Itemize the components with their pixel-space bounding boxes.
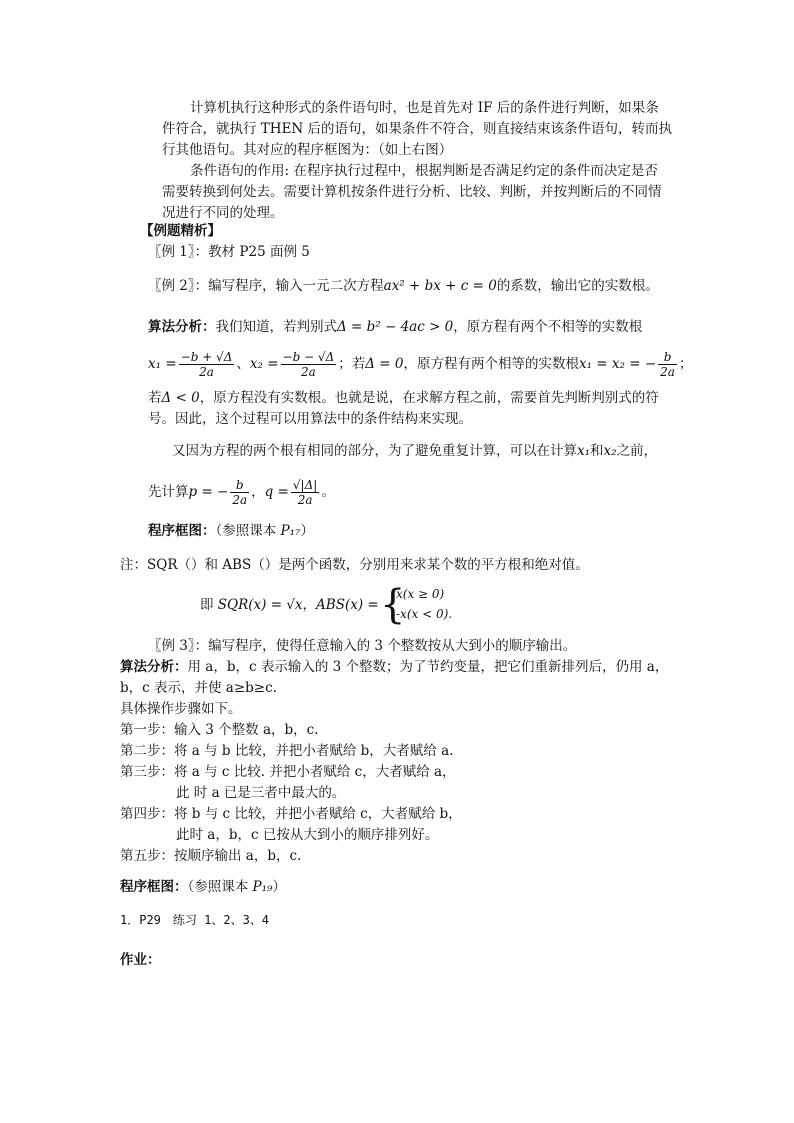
analysis-line-3 bbox=[148, 388, 659, 408]
separator: 、 bbox=[236, 356, 250, 372]
analysis-text: 又因为方程的两个根有相同的部分，为了避免重复计算，可以在计算 bbox=[172, 443, 577, 459]
discriminant-zero: Δ = 0 bbox=[365, 356, 404, 372]
flowchart-text: ） bbox=[272, 879, 286, 895]
step-2: 第二步：将 a 与 b 比较，并把小者赋给 b，大者赋给 a. bbox=[120, 743, 454, 759]
section-title: 【例题精析】 bbox=[140, 223, 221, 239]
analysis-text: 和 bbox=[590, 443, 604, 459]
sqr-definition: SQR(x) = √x bbox=[217, 597, 303, 613]
step-4: 第四步：将 b 与 c 比较，并把小者赋给 c，大者赋给 b， bbox=[120, 806, 462, 822]
separator: ， bbox=[302, 597, 317, 613]
ex3-analysis-line-3: 具体操作步骤如下。 bbox=[120, 701, 242, 717]
practice-line: 1．P29 练习 1、2、3、4 bbox=[120, 913, 270, 927]
cases-brace: { bbox=[380, 582, 406, 628]
example-3: 〖例 3〗：编写程序，使得任意输入的 3 个整数按从大到小的顺序输出。 bbox=[148, 638, 577, 654]
x2-numerator: −b − √Δ bbox=[282, 350, 335, 364]
abs-case-2: -x(x < 0). bbox=[396, 607, 453, 621]
p-denominator: 2a bbox=[232, 493, 248, 507]
quadratic-equation: ax² + bx + c = 0 bbox=[383, 278, 497, 294]
abs-case-1: x(x ≥ 0) bbox=[396, 587, 445, 601]
step-5: 第五步：按顺序输出 a，b，c. bbox=[120, 848, 302, 864]
intro-line-2: 件符合，就执行 THEN 后的语句，如果条件不符合，则直接结束该条件语句，转而执 bbox=[162, 121, 673, 137]
x2-lhs: x₂ = bbox=[249, 356, 279, 372]
x1-fraction bbox=[179, 350, 235, 379]
analysis-text: 。 bbox=[321, 484, 335, 500]
analysis-text: 我们知道，若判别式 bbox=[215, 319, 337, 335]
p-fraction bbox=[230, 478, 249, 507]
x1-numerator: −b + √Δ bbox=[180, 350, 233, 364]
x1-denominator: 2a bbox=[199, 365, 214, 379]
example-1: 〖例 1〗：教材 P25 面例 5 bbox=[148, 244, 310, 260]
analysis-label: 算法分析： bbox=[120, 659, 188, 675]
analysis-line-1 bbox=[148, 317, 642, 337]
textbook-page-ref: P₁₇ bbox=[280, 523, 301, 539]
step-1: 第一步：输入 3 个整数 a，b，c. bbox=[120, 722, 319, 738]
equal-root-fraction bbox=[658, 350, 677, 379]
ex3-analysis-line-2: b，c 表示，并使 a≥b≥c. bbox=[120, 680, 277, 696]
equal-root-denominator: 2a bbox=[660, 365, 675, 379]
analysis-text: ，原方程有两个不相等的实数根 bbox=[453, 319, 643, 335]
intro-line-5: 需要转换到何处去。需要计算机按条件进行分析、比较、判断，并按判断后的不同情 bbox=[162, 184, 662, 200]
flowchart-ref-1 bbox=[148, 521, 314, 541]
equal-roots: x₁ = x₂ = − bbox=[578, 356, 657, 372]
x2-denominator: 2a bbox=[300, 365, 316, 379]
p-lhs: p = − bbox=[188, 484, 229, 500]
x2-fraction bbox=[281, 350, 337, 379]
abs-definition: ABS(x) = bbox=[316, 597, 379, 613]
q-lhs: q = bbox=[264, 484, 289, 500]
analysis-text: 用 a，b，c 表示输入的 3 个整数；为了节约变量，把它们重新排列后，仍用 a， bbox=[187, 659, 669, 675]
analysis-line-6 bbox=[148, 474, 335, 510]
equal-root-numerator: b bbox=[658, 350, 677, 365]
textbook-page-ref: P₁₉ bbox=[252, 879, 273, 895]
analysis-text: 先计算 bbox=[148, 484, 189, 500]
x1-lhs: x₁ = bbox=[148, 356, 177, 372]
analysis-text: ；若 bbox=[338, 356, 366, 372]
flowchart-ref-2 bbox=[120, 877, 286, 897]
flowchart-label: 程序框图： bbox=[120, 879, 188, 895]
step-3-cont: 此 时 a 已是三者中最大的。 bbox=[176, 785, 346, 801]
flowchart-label: 程序框图： bbox=[148, 523, 216, 539]
function-definitions bbox=[200, 595, 379, 615]
discriminant-negative: Δ < 0 bbox=[161, 390, 200, 406]
intro-line-3: 行其他语句。其对应的程序框图为：（如上右图） bbox=[162, 142, 453, 158]
ex3-analysis-line-1 bbox=[120, 657, 668, 677]
analysis-text: ，原方程有两个相等的实数根 bbox=[403, 356, 579, 372]
x1-symbol: x₁ bbox=[577, 443, 591, 459]
flowchart-text: （参照课本 bbox=[187, 879, 249, 895]
homework-label: 作业： bbox=[120, 952, 161, 968]
q-fraction bbox=[291, 478, 319, 507]
step-3: 第三步：将 a 与 c 比较. 并把小者赋给 c，大者赋给 a， bbox=[120, 764, 456, 780]
q-numerator: √|Δ| bbox=[292, 478, 318, 492]
analysis-text: ； bbox=[678, 356, 693, 372]
step-4-cont: 此时 a，b，c 已按从大到小的顺序排列好。 bbox=[176, 827, 439, 843]
q-denominator: 2a bbox=[297, 493, 313, 507]
analysis-line-5 bbox=[172, 441, 657, 461]
discriminant-positive: Δ = b² − 4ac > 0 bbox=[337, 319, 454, 335]
analysis-text: 之前， bbox=[616, 443, 658, 459]
separator: ， bbox=[251, 484, 265, 500]
analysis-text: ，原方程没有实数根。也就是说，在求解方程之前，需要首先判断判别式的符 bbox=[199, 390, 659, 406]
intro-line-1: 计算机执行这种形式的条件语句时，也是首先对 IF 后的条件进行判断，如果条 bbox=[190, 100, 659, 116]
intro-line-4: 条件语句的作用: 在程序执行过程中，根据判断是否满足约定的条件而决定是否 bbox=[190, 163, 658, 179]
flowchart-text: ） bbox=[300, 523, 314, 539]
intro-line-6: 况进行不同的处理。 bbox=[162, 205, 284, 221]
analysis-text: 若 bbox=[148, 390, 162, 406]
example-2-prefix: 〖例 2〗：编写程序，输入一元二次方程 bbox=[148, 278, 384, 294]
note-line: 注：SQR（）和 ABS（）是两个函数，分别用来求某个数的平方根和绝对值。 bbox=[120, 557, 589, 573]
x2-symbol: x₂ bbox=[603, 443, 617, 459]
example-2-suffix: 的系数，输出它的实数根。 bbox=[496, 278, 659, 294]
analysis-line-2 bbox=[148, 346, 692, 382]
flowchart-text: （参照课本 bbox=[215, 523, 277, 539]
p-numerator: b bbox=[230, 478, 249, 493]
note-lead: 即 bbox=[200, 597, 214, 613]
example-2 bbox=[148, 276, 659, 296]
analysis-label: 算法分析： bbox=[148, 319, 216, 335]
analysis-line-4: 号。因此，这个过程可以用算法中的条件结构来实现。 bbox=[148, 411, 472, 427]
